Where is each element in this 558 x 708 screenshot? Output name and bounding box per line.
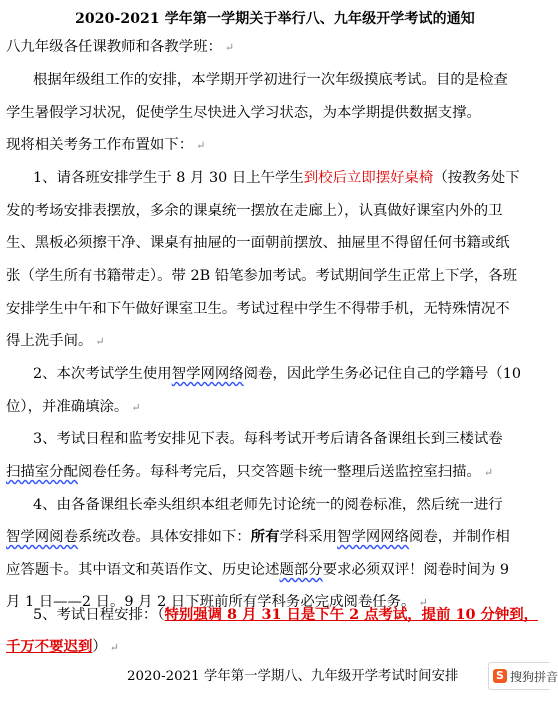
item4-line-4-text: 月 1 日——2 日。9 月 2 日下班前所有学科务必完成阅卷任务。 <box>6 594 416 610</box>
item1-line-2: 发的考场安排表摆放，多余的课桌统一摆放在走廊上），认真做好课室内外的卫 <box>6 203 503 219</box>
document-title: 2020-2021 学年第一学期关于举行八、九年级开学考试的通知 <box>75 11 475 27</box>
item1-line-5: 安排学生中午和下午做好课室卫生。考试过程中学生不得带手机，无特殊情况不 <box>6 301 510 317</box>
item5-line-1 <box>33 599 538 632</box>
item1-line-6 <box>6 325 105 359</box>
schedule-table-title: 2020-2021 学年第一学期八、九年级开学考试时间安排 <box>127 669 459 684</box>
intro-line-3 <box>6 129 205 163</box>
item1-line-3: 生、黑板必须擦干净、课桌有抽屉的一面朝前摆放、抽屉里不得留任何书籍或纸 <box>6 235 510 251</box>
item4-line-3-b: 要求必须双评！阅卷时间为 9 <box>322 562 510 578</box>
ime-toolbar[interactable] <box>488 662 558 690</box>
item2-line-2-text: 位），并准确填涂。 <box>6 399 129 415</box>
item4-line-1: 4、由各备课组长牵头组织本组老师先讨论统一的阅卷标准，然后统一进行 <box>33 497 503 513</box>
sogou-logo-icon[interactable]: S <box>493 669 507 683</box>
item5-text-a: 5、考试日程安排：（ <box>33 607 165 623</box>
item4-spellcheck-term-1: 智学网阅卷 <box>6 529 78 545</box>
item3-line-1: 3、考试日程和监考安排见下表。每科考试开考后请各备课组长到三楼试卷 <box>33 431 503 447</box>
greeting-line <box>6 31 234 65</box>
item5-red-emphasis-2: 千万不要迟到 <box>6 638 93 655</box>
item2-line-1 <box>33 358 521 391</box>
paragraph-mark-icon: ↵ <box>483 466 494 479</box>
item1-line-4: 张（学生所有书籍带走）。带 2B 铅笔参加考试。考试期间学生正常上下学，各班 <box>6 268 517 284</box>
intro-line-2: 学生暑假学习状况，促使学生尽快进入学习状态，为本学期提供数据支撑。 <box>6 105 481 121</box>
paragraph-mark-icon: ↵ <box>224 41 235 54</box>
paragraph-mark-icon: ↵ <box>109 641 119 654</box>
paragraph-mark-icon: ↵ <box>196 139 206 152</box>
item4-text-a: 系统改卷。具体安排如下： <box>77 529 251 545</box>
paragraph-mark-icon: ↵ <box>131 401 141 414</box>
item2-spellcheck-term: 智学网网络 <box>171 366 244 382</box>
intro-line-1: 根据年级组工作的安排，本学期开学初进行一次年级摸底考试。目的是检查 <box>33 72 508 88</box>
item3-spellcheck-term: 扫描室分配 <box>6 464 78 480</box>
item4-text-b: 学科采用 <box>279 529 338 545</box>
item4-line-2 <box>6 521 510 554</box>
paragraph-mark-icon: ↵ <box>95 335 105 348</box>
item4-line-3-a: 应答题卡。其中语文和英语作文、历史论述 <box>6 562 280 578</box>
item3-line-2 <box>6 456 493 490</box>
item4-text-c: 阅卷，并制作相 <box>409 529 510 545</box>
item1-text-b: （按教务处下 <box>433 170 520 186</box>
item5-text-b: ） <box>92 639 107 655</box>
item2-line-2 <box>6 391 141 425</box>
item3-text-b: 阅卷任务。每科考完后，只交答题卡统一整理后送监控室扫描。 <box>77 464 481 480</box>
item4-line-3 <box>6 554 509 587</box>
paragraph-mark-icon: ↵ <box>418 596 428 609</box>
item4-bold-text: 所有 <box>250 528 280 545</box>
item4-spellcheck-term-3: 题部分 <box>279 562 323 578</box>
ime-toolbar-label[interactable]: 搜狗拼音 <box>510 669 558 684</box>
item2-text-b: 阅卷，因此学生务必记住自己的学籍号（10 <box>243 366 522 382</box>
item1-text-a: 1、请各班安排学生于 8 月 30 日上午学生 <box>33 170 304 186</box>
intro-line-3-text: 现将相关考务工作布置如下： <box>6 137 194 153</box>
item5-line-2 <box>6 631 119 665</box>
item4-spellcheck-term-2: 智学网网络 <box>337 529 410 545</box>
item2-text-a: 2、本次考试学生使用 <box>33 366 172 382</box>
item5-red-emphasis: 特别强调 8 月 31 日是下午 2 点考试，提前 10 分钟到， <box>164 606 539 623</box>
greeting-text: 八九年级各任课教师和各教学班： <box>6 39 222 55</box>
item1-line-1 <box>33 162 520 195</box>
item1-line-6-text: 得上洗手间。 <box>6 333 93 349</box>
item1-red-emphasis: 到校后立即摆好桌椅 <box>303 170 434 186</box>
